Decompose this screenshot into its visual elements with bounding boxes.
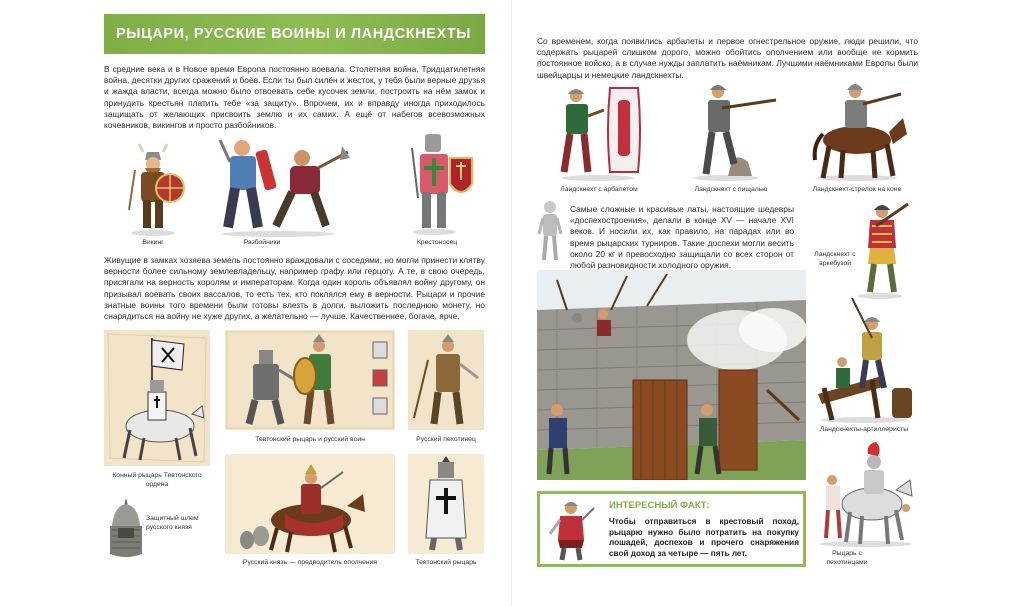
caption-infantryman: Русский пехотинец xyxy=(416,436,476,443)
caption-helmet: Защитный шлем русского князя xyxy=(146,515,199,531)
caption-crossbow: Ландскнехт с арбалетом xyxy=(560,186,638,193)
crossbow-landsknecht-illustration xyxy=(554,82,644,182)
teutonic-russian-illustration xyxy=(225,330,395,430)
caption-artillery: Ландскнехты-артиллеристы xyxy=(819,426,909,433)
caption-teutonic-russian: Тевтонский рыцарь и русский воин xyxy=(255,436,365,443)
page-title-text: РЫЦАРИ, РУССКИЕ ВОИНЫ И ЛАНДСКНЕХТЫ xyxy=(116,26,472,42)
plate-armor-figure xyxy=(537,200,563,262)
caption-horse: Ландскнехт-стрелок на коне xyxy=(812,186,902,193)
caption-arquebus-small: Ландскнехт с пищалью xyxy=(694,186,768,193)
page-fold xyxy=(511,0,512,606)
mounted-knight-illustration xyxy=(104,330,210,466)
fact-title: ИНТЕРЕСНЫЙ ФАКТ: xyxy=(609,500,710,511)
viking-illustration xyxy=(117,140,189,236)
caption-robbers: Разбойники xyxy=(243,239,281,246)
teutonic-knight-illustration xyxy=(408,454,484,554)
robbers-illustration xyxy=(206,128,350,238)
knight-infantry-illustration xyxy=(816,440,916,548)
caption-mounted-knight: Конный рыцарь Тевтонского ордена xyxy=(112,472,202,488)
caption-viking: Викинг xyxy=(142,239,164,246)
prince-illustration xyxy=(225,454,395,554)
interesting-fact-box xyxy=(537,491,806,567)
horse-landsknecht-illustration xyxy=(805,74,909,182)
page-title xyxy=(104,14,485,54)
caption-prince: Русский князь — предводитель ополчения xyxy=(242,559,378,566)
caption-teutonic: Тевтонский рыцарь xyxy=(415,559,477,566)
caption-arquebus: Ландскнехт с аркебузой xyxy=(814,251,856,267)
intro-paragraph: В средние века и в Новое время Европа постоянно воевала. Столетняя война, Тридцатилетняя война, десятки других сражений и боёв. Если ты был силён и жесток, у тебя были верные друзья и жажда власти, всегда можно было отвоевать себе кусочек земли, построить на нём замок и принудить крестьян платить тебе «за защиту». Впрочем, их и вправду иногда приходилось защищать от желающих присвоить землю и их самих. А ещё от набегов всевозможных кочевников, викингов и просто разбойников. xyxy=(104,64,485,131)
artillery-illustration xyxy=(812,298,916,424)
fact-knight-figure xyxy=(546,498,596,562)
middle-paragraph: Живущие в замках хозяева земель постоянно враждовали с соседями, но могли принести клятву верности более сильному землевладельцу, например графу или герцогу. А те, в свою очередь, присягали на верность королям и императорам. Когда один король объявлял войну другому, он призывал воевать своих вассалов, то есть тех, кто поклялся ему в верности. Рыцари и прочие знатные воины того времени были готовы влезть в долги, выложить последнюю монету, но снарядиться на войну не хуже других, а желательно — лучше. Качественнее, богаче, ярче. xyxy=(104,255,485,322)
fact-text: Чтобы отправиться в крестовый поход, рыцарю нужно было потратить на покупку лошадей, доспехов и прочего снаряжения свой доход за четыре — пять лет. xyxy=(609,517,799,558)
caption-knight-infantry: Рыцарь с пехотинцами xyxy=(826,550,868,566)
arquebus-landsknecht-illustration xyxy=(840,196,910,300)
caption-crusader: Крестоносец xyxy=(416,239,458,246)
infantryman-illustration xyxy=(408,330,484,430)
armor-paragraph: Самые сложные и красивые латы, настоящие шедевры «доспехостроения», делали в конце XV — начале XVI веков. И носили их, как правило, на парадах или во время рыцарских турниров. Такие доспехи могли весить около 20 кг и превосходно защищали со всех сторон от любой разновидности холодного оружия. xyxy=(570,204,794,271)
right-intro-paragraph: Со временем, когда появились арбалеты и первое огнестрельное оружие, люди решили, что содержать рыцарей слишком дорого, можно обойтись ополчением или вообще не кормить постоянное войско, а в случае нужды заплатить наёмникам. Лучшими наёмниками Европы были швейцарцы и немецкие ландскнехты. xyxy=(537,36,918,80)
arquebus-small-illustration xyxy=(682,78,778,182)
crusader-illustration xyxy=(398,128,476,236)
siege-battle-illustration xyxy=(537,270,806,480)
helmet-illustration xyxy=(104,496,148,562)
